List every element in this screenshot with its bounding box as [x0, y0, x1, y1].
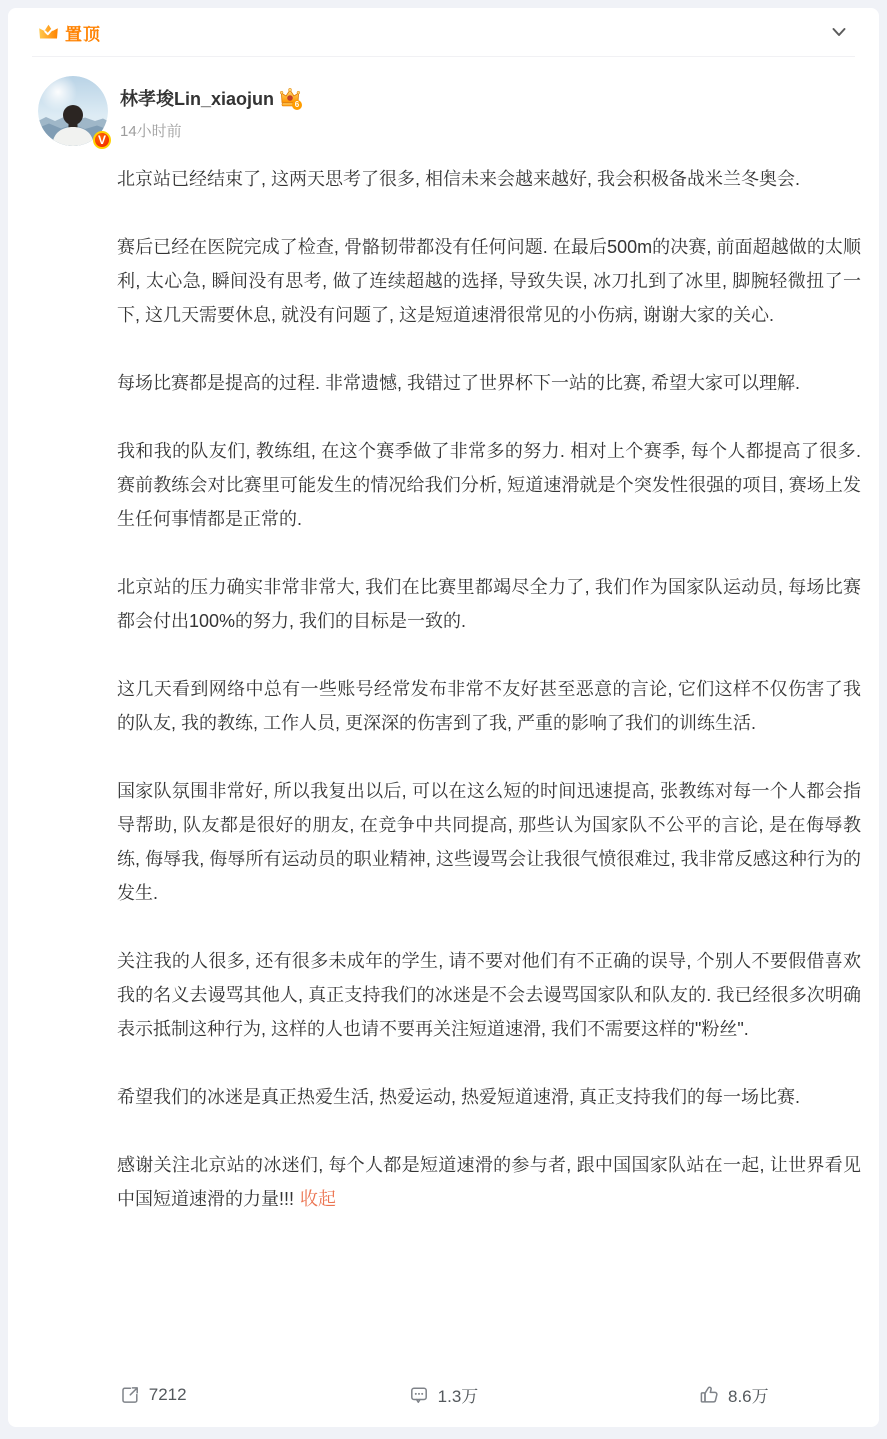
pin-crown-icon — [38, 24, 59, 40]
action-bar — [8, 1372, 879, 1417]
header-info — [120, 76, 301, 146]
weibo-post-card — [8, 8, 879, 1427]
post-text — [8, 146, 879, 1296]
repost-button[interactable] — [8, 1382, 298, 1407]
post-paragraph-text: 感谢关注北京站的冰迷们, 每个人都是短道速滑的参与者, 跟中国国家队站在一起, 让世界看见中国短道速滑的力量!!! — [117, 1155, 861, 1209]
chevron-down-icon[interactable] — [829, 22, 849, 42]
post-timestamp[interactable]: 14小时前 — [120, 123, 182, 140]
post-paragraph: 国家队氛围非常好, 所以我复出以后, 可以在这么短的时间迅速提高, 张教练对每一个人都会指导帮助, 队友都是很好的朋友, 在竞争中共同提高, 那些认为国家队不公平的言论, 是在侮辱教练, 侮辱我, 侮辱所有运动员的职业精神, 这些谩骂会让我很气愤很难过, 我非常反感这种行为的发生. — [117, 781, 861, 903]
post-paragraph — [117, 1148, 861, 1216]
post-paragraph: 这几天看到网络中总有一些账号经常发布非常不友好甚至恶意的言论, 它们这样不仅伤害了我的队友, 我的教练, 工作人员, 更深深的伤害到了我, 严重的影响了我们的训练生活. — [117, 679, 861, 733]
post-paragraph: 北京站已经结束了, 这两天思考了很多, 相信未来会越来越好, 我会积极备战米兰冬奥会. — [117, 169, 801, 189]
comment-icon — [409, 1385, 429, 1405]
like-button[interactable] — [589, 1382, 879, 1407]
post-paragraph: 关注我的人很多, 还有很多未成年的学生, 请不要对他们有不正确的误导, 个别人不要假借喜欢我的名义去谩骂其他人, 真正支持我们的冰迷是不会去谩骂国家队和队友的. 我已经很多次明确表示抵制这种行为, 这样的人也请不要再关注短道速滑, 我们不需要这样的"粉丝". — [117, 951, 861, 1039]
repost-count: 7212 — [148, 1384, 187, 1404]
post-paragraph: 每场比赛都是提高的过程. 非常遗憾, 我错过了世界杯下一站的比赛, 希望大家可以理解. — [117, 373, 801, 393]
pin-label: 置顶 — [65, 24, 101, 44]
like-icon — [699, 1385, 719, 1405]
avatar[interactable] — [38, 76, 108, 146]
user-name[interactable]: 林孝埈Lin_xiaojun — [120, 89, 275, 109]
vip-crown-icon[interactable] — [279, 87, 301, 109]
post-paragraph: 我和我的队友们, 教练组, 在这个赛季做了非常多的努力. 相对上个赛季, 每个人都提高了很多. 赛前教练会对比赛里可能发生的情况给我们分析, 短道速滑就是个突发性很强的项目, 赛场上发生任何事情都是正常的. — [117, 441, 861, 529]
like-count: 8.6万 — [728, 1387, 769, 1406]
repost-icon — [120, 1385, 140, 1405]
pin-bar — [32, 8, 855, 57]
vip-level-number: 6 — [292, 100, 302, 110]
comment-button[interactable] — [298, 1382, 588, 1407]
comment-count: 1.3万 — [437, 1387, 479, 1406]
collapse-post-link[interactable]: 收起 — [300, 1189, 337, 1209]
post-paragraph: 北京站的压力确实非常非常大, 我们在比赛里都竭尽全力了, 我们作为国家队运动员, 每场比赛都会付出100%的努力, 我们的目标是一致的. — [117, 577, 861, 631]
verified-v-badge: V — [93, 131, 111, 149]
post-paragraph: 赛后已经在医院完成了检查, 骨骼韧带都没有任何问题. 在最后500m的决赛, 前面超越做的太顺利, 太心急, 瞬间没有思考, 做了连续超越的选择, 导致失误, 冰刀扎到了冰里, 脚腕轻微扭了一下, 这几天需要休息, 就没有问题了, 这是短道速滑很常见的小伤病, 谢谢大家的关心. — [117, 237, 861, 325]
post-paragraph: 希望我们的冰迷是真正热爱生活, 热爱运动, 热爱短道速滑, 真正支持我们的每一场比赛. — [117, 1087, 801, 1107]
post-header — [8, 57, 879, 146]
